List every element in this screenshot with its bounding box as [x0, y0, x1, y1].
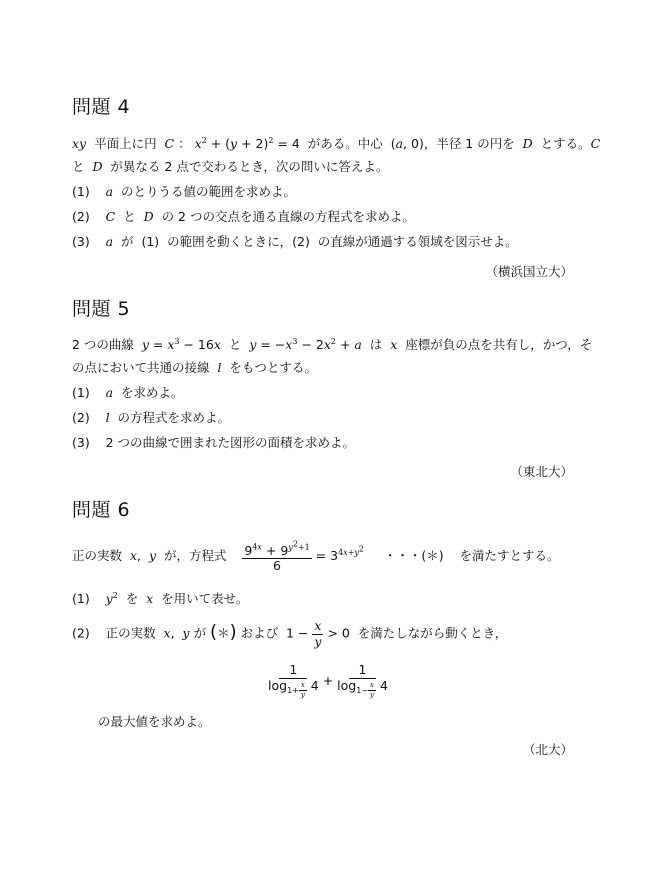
problem-4-question-2: (2) C と D の 2 つの交点を通る直線の方程式を求めよ。	[72, 209, 415, 224]
problem-5-line-1: 2 つの曲線 $y = x^3 - 16x$ と $y = -x^3 - 2x^2 + a$ は x 座標が負の点を共有し，かつ，そ	[72, 337, 593, 353]
problem-4-title: 問題 4	[72, 96, 131, 118]
problem-6-expression: 1 $\log_{1+ \frac{x}{y}}$ 4 + 1 $\log_{1- \frac{x}{y}}$ 4	[268, 662, 388, 699]
problem-4-line-1: xy 平面上に円 C ： $x^2 + (y + 2)^2 = 4$ がある。中心 (a, 0)，半径 1 の円を D とする。C	[72, 136, 601, 152]
problem-5-question-2: (2) l の方程式を求めよ。	[72, 410, 231, 425]
problem-6-line-1: 正の実数 x, y が，方程式 $\frac{9^{4x} + 9^{y^2+1}}{6}$ = $3^{4x+y^2}$ ・・・(＊) を満たすとする。	[72, 539, 560, 574]
problem-5-question-1: (1) a を求めよ。	[72, 385, 184, 400]
problem-4-question-1: (1) a のとりうる値の範囲を求めよ。	[72, 184, 297, 199]
problem-4-source: （横浜国立大）	[485, 264, 573, 279]
problem-5-line-2: の点において共通の接線 l をもつとする。	[72, 360, 317, 375]
problem-6-source: （北大）	[522, 742, 573, 757]
problem-5-question-3: (3) 2 つの曲線で囲まれた図形の面積を求めよ。	[72, 435, 356, 450]
problem-6-question-2: (2) 正の実数 x, y が (＊) および 1 − $\frac{x}{y}$ > 0 を満たしながら動くとき，	[72, 618, 508, 649]
problem-6-question-1: (1) $y^2$ を x を用いて表せ。	[72, 591, 249, 607]
problem-4-question-3: (3) a が (1) の範囲を動くときに，(2) の直線が通過する領域を図示せよ。	[72, 234, 518, 249]
problem-5-source: （東北大）	[510, 464, 573, 479]
problem-4-line-2: と D が異なる 2 点で交わるとき，次の問いに答えよ。	[72, 159, 389, 174]
problem-5-title: 問題 5	[72, 298, 131, 320]
problem-6-title: 問題 6	[72, 499, 131, 521]
problem-6-line-final: の最大値を求めよ。	[98, 714, 211, 729]
